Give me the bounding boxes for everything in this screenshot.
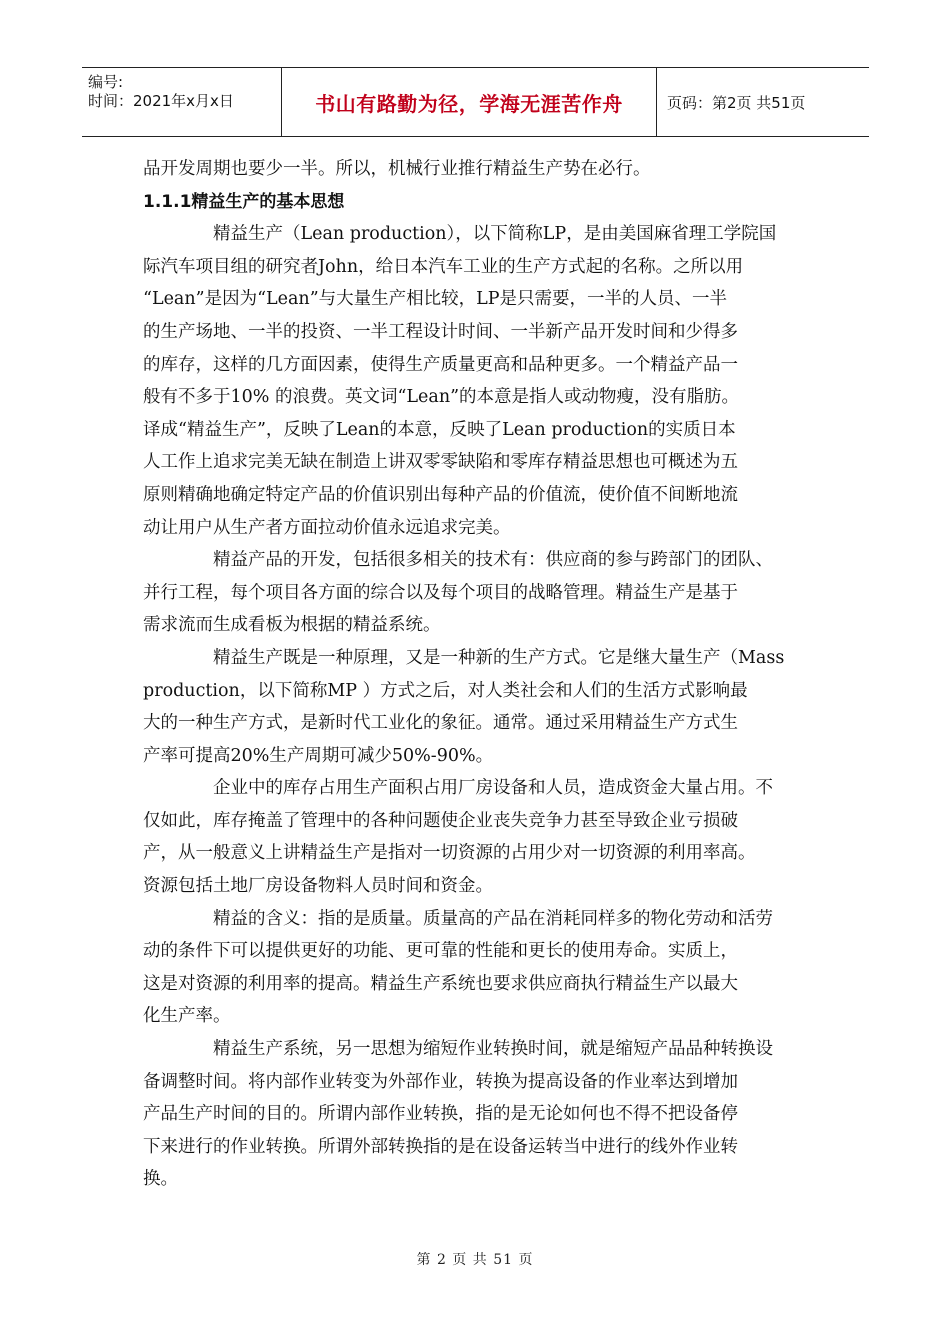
paragraph-line: 精益产品的开发，包括很多相关的技术有：供应商的参与跨部门的团队、	[213, 550, 773, 571]
paragraph-line: 产，从一般意义上讲精益生产是指对一切资源的占用少对一切资源的利用率高。	[143, 843, 756, 864]
paragraph-line: “Lean”是因为“Lean”与大量生产相比较，LP是只需要，一半的人员、一半	[143, 289, 728, 310]
paragraph-line: 大的一种生产方式，是新时代工业化的象征。通常。通过采用精益生产方式生	[143, 713, 738, 734]
paragraph-line: 人工作上追求完美无缺在制造上讲双零零缺陷和零库存精益思想也可概述为五	[143, 452, 738, 473]
section-heading: 1.1.1精益生产的基本思想	[143, 191, 345, 212]
paragraph-line: 原则精确地确定特定产品的价值识别出每种产品的价值流，使价值不间断地流	[143, 484, 738, 505]
paragraph	[143, 903, 808, 1033]
date-line: 时间：2021年x月x日	[88, 92, 234, 110]
paragraph-line: 下来进行的作业转换。所谓外部转换指的是在设备运转当中进行的线外作业转	[143, 1136, 738, 1157]
paragraph-line: 精益的含义：指的是质量。质量高的产品在消耗同样多的物化劳动和活劳	[213, 908, 773, 929]
paragraph	[143, 642, 808, 772]
paragraph	[143, 772, 808, 902]
paragraph-line: 般有不多于10% 的浪费。英文词“Lean”的本意是指人或动物瘦，没有脂肪。	[143, 387, 740, 408]
paragraph	[143, 1033, 808, 1196]
paragraph-line: 际汽车项目组的研究者John，给日本汽车工业的生产方式起的名称。之所以用	[143, 256, 744, 277]
paragraph-line: 企业中的库存占用生产面积占用厂房设备和人员，造成资金大量占用。不	[213, 778, 773, 799]
paragraph-line: 的生产场地、一半的投资、一半工程设计时间、一半新产品开发时间和少得多	[143, 321, 738, 342]
paragraph-line: production，以下简称MP ）方式之后，对人类社会和人们的生活方式影响最	[143, 680, 748, 701]
paragraph-line: 产率可提高20%生产周期可减少50%-90%。	[143, 745, 494, 766]
paragraph-line: 仅如此，库存掩盖了管理中的各种问题使企业丧失竞争力甚至导致企业亏损破	[143, 810, 738, 831]
paragraph-line: 需求流而生成看板为根据的精益系统。	[143, 615, 441, 636]
paragraph-line: 精益生产系统，另一思想为缩短作业转换时间，就是缩短产品品种转换设	[213, 1039, 773, 1060]
paragraph-line: 译成“精益生产”，反映了Lean的本意，反映了Lean production的实质日本	[143, 419, 736, 440]
paragraph-line: 换。	[143, 1169, 178, 1190]
header-motto: 书山有路勤为径，学海无涯苦作舟	[282, 68, 657, 136]
paragraph-line: 的库存，这样的几方面因素，使得生产质量更高和品种更多。一个精益产品一	[143, 354, 738, 375]
paragraph-line: 备调整时间。将内部作业转变为外部作业，转换为提高设备的作业率达到增加	[143, 1071, 738, 1092]
paragraph	[143, 544, 808, 642]
page-footer: 第 2 页 共 51 页	[416, 1252, 534, 1268]
paragraph-line: 化生产率。	[143, 1006, 231, 1027]
paragraph-line: 精益生产既是一种原理，又是一种新的生产方式。它是继大量生产（Mass	[213, 647, 785, 668]
serial-label: 编号:	[88, 73, 124, 91]
paragraph-line: 精益生产（Lean production），以下简称LP，是由美国麻省理工学院国	[213, 224, 777, 245]
paragraph	[143, 218, 808, 544]
paragraph-line: 这是对资源的利用率的提高。精益生产系统也要求供应商执行精益生产以最大	[143, 973, 738, 994]
document-header	[82, 67, 869, 137]
paragraph-line: 动的条件下可以提供更好的功能、更可靠的性能和更长的使用寿命。实质上，	[143, 941, 738, 962]
header-meta	[82, 68, 282, 136]
lead-line: 品开发周期也要少一半。所以，机械行业推行精益生产势在必行。	[143, 159, 651, 179]
paragraph-line: 资源包括土地厂房设备物料人员时间和资金。	[143, 876, 493, 897]
paragraph-line: 动让用户从生产者方面拉动价值永远追求完美。	[143, 517, 511, 538]
paragraph-line: 并行工程，每个项目各方面的综合以及每个项目的战略管理。精益生产是基于	[143, 582, 738, 603]
paragraph-line: 产品生产时间的目的。所谓内部作业转换，指的是无论如何也不得不把设备停	[143, 1104, 738, 1125]
header-page-info: 页码：第2页 共51页	[667, 93, 806, 112]
paragraphs	[143, 218, 808, 1196]
document-body	[143, 153, 808, 1196]
